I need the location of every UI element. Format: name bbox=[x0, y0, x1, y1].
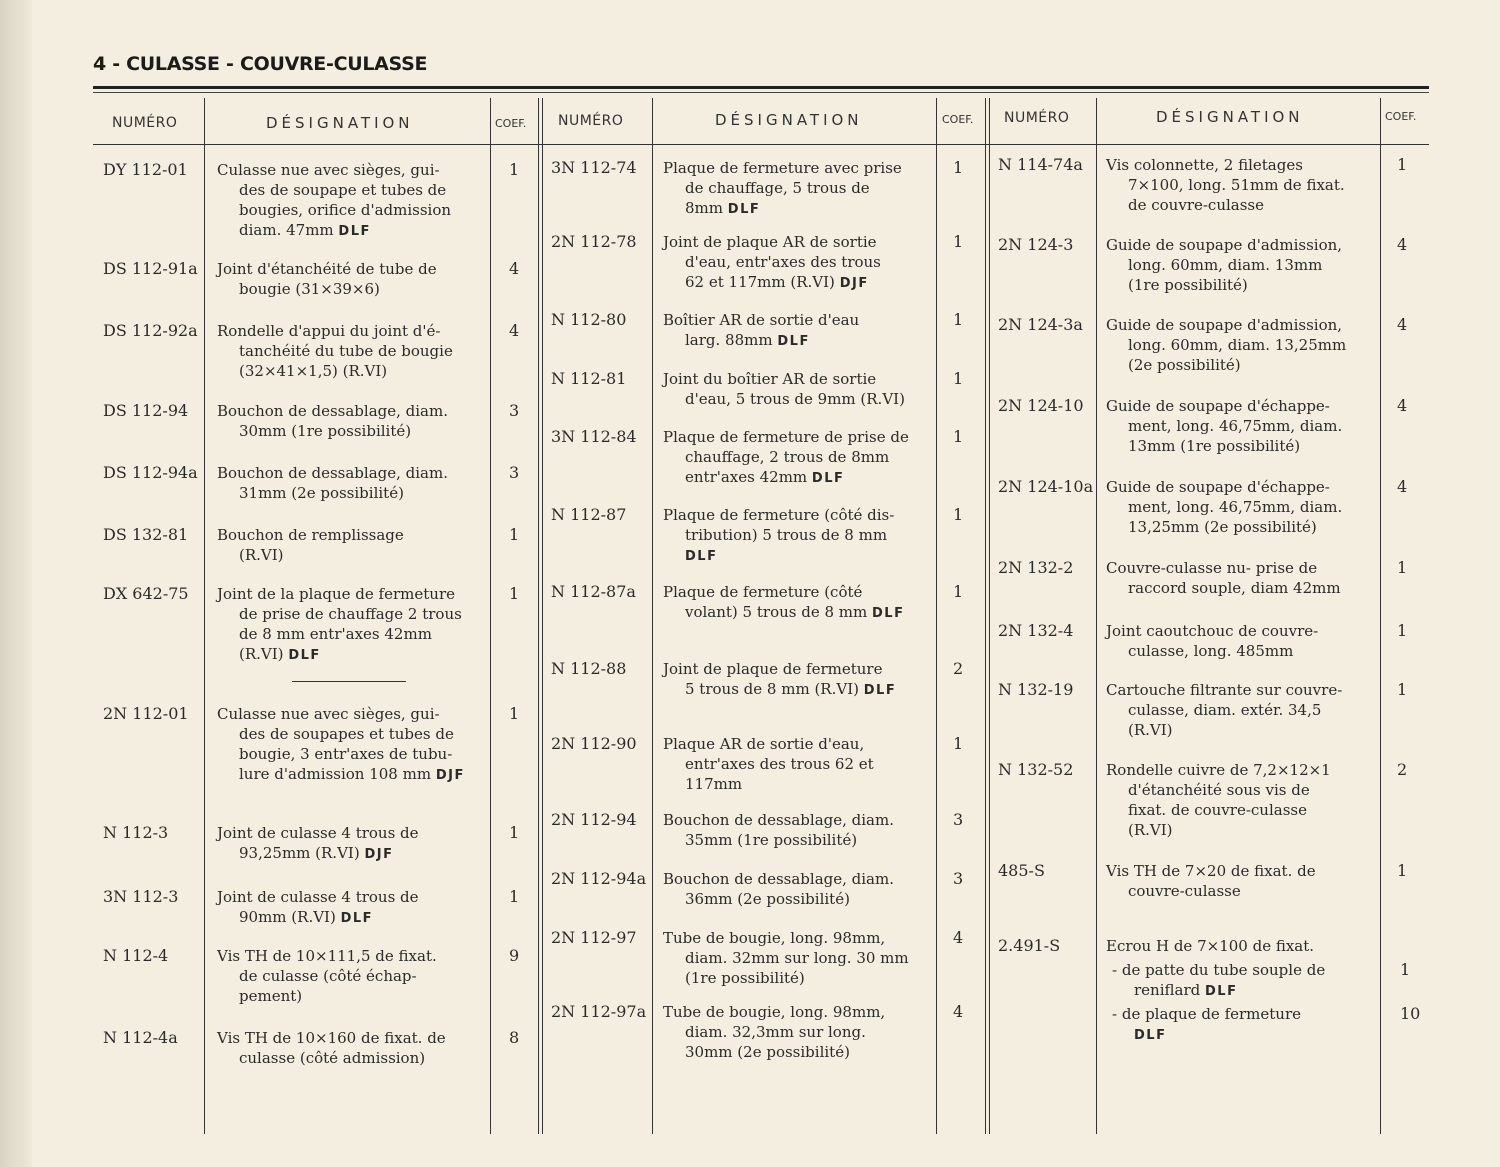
designation-line: Plaque de fermeture de prise de bbox=[663, 428, 909, 446]
supplier-code: DLF bbox=[685, 549, 718, 564]
part-coef: 1 bbox=[953, 232, 964, 251]
designation-line: Joint de culasse 4 trous de bbox=[217, 888, 419, 906]
designation-line: - de plaque de fermeture bbox=[1112, 1005, 1302, 1023]
designation-line: 117mm bbox=[685, 775, 743, 793]
part-coef: 1 bbox=[509, 584, 520, 603]
part-coef: 9 bbox=[509, 946, 520, 965]
designation-line: bougie, 3 entr'axes de tubu- bbox=[239, 745, 453, 763]
col-divider bbox=[936, 98, 937, 1134]
part-designation bbox=[1106, 396, 1342, 456]
designation-line: Vis colonnette, 2 filetages bbox=[1106, 156, 1303, 174]
designation-line: tanchéité du tube de bougie bbox=[239, 342, 453, 360]
designation-line: (R.VI) DLF bbox=[239, 645, 321, 663]
designation-line: 90mm (R.VI) DLF bbox=[239, 908, 374, 926]
designation-line: Plaque de fermeture (côté dis- bbox=[663, 506, 895, 524]
part-number: N 132-52 bbox=[998, 760, 1074, 779]
part-coef: 1 bbox=[1397, 680, 1408, 699]
part-coef: 4 bbox=[1397, 235, 1408, 254]
section-title: - CULASSE - COUVRE-CULASSE bbox=[112, 53, 428, 75]
col-divider bbox=[1380, 98, 1381, 1134]
part-coef: 1 bbox=[953, 505, 964, 524]
designation-line: Tube de bougie, long. 98mm, bbox=[663, 1003, 886, 1021]
part-coef: 1 bbox=[509, 887, 520, 906]
part-number: DS 112-94 bbox=[103, 401, 189, 420]
part-coef: 1 bbox=[509, 823, 520, 842]
part-coef: 1 bbox=[1397, 621, 1408, 640]
part-designation bbox=[217, 321, 453, 381]
designation-line: 13,25mm (2e possibilité) bbox=[1128, 518, 1317, 536]
header-numero: NUMÉRO bbox=[1004, 110, 1070, 126]
designation-line bbox=[663, 545, 894, 567]
part-designation bbox=[217, 525, 404, 565]
part-number: N 112-80 bbox=[551, 310, 627, 329]
designation-line: Plaque de fermeture avec prise bbox=[663, 159, 902, 177]
page-binding-shadow bbox=[0, 0, 32, 1167]
designation-line: Bouchon de remplissage bbox=[217, 526, 404, 544]
part-designation bbox=[663, 1002, 885, 1062]
designation-line: (1re possibilité) bbox=[1128, 276, 1248, 294]
part-number: 2N 124-10a bbox=[998, 477, 1094, 496]
designation-line: tribution) 5 trous de 8 mm bbox=[685, 526, 888, 544]
part-designation bbox=[663, 869, 894, 909]
designation-line: de 8 mm entr'axes 42mm bbox=[239, 625, 432, 643]
designation-line: entr'axes 42mm DLF bbox=[685, 468, 845, 486]
designation-line: lure d'admission 108 mm DJF bbox=[239, 765, 465, 783]
designation-line: diam. 32mm sur long. 30 mm bbox=[685, 949, 909, 967]
part-coef: 2 bbox=[1397, 760, 1408, 779]
group-divider bbox=[989, 98, 990, 1134]
designation-line bbox=[1112, 1024, 1301, 1046]
part-coef: 4 bbox=[1397, 315, 1408, 334]
part-designation bbox=[663, 505, 894, 567]
designation-line: culasse, diam. extér. 34,5 bbox=[1128, 701, 1322, 719]
designation-line: long. 60mm, diam. 13mm bbox=[1128, 256, 1323, 274]
part-coef: 3 bbox=[953, 869, 964, 888]
designation-line: 7×100, long. 51mm de fixat. bbox=[1128, 176, 1345, 194]
part-number: N 112-87 bbox=[551, 505, 627, 524]
designation-line: 31mm (2e possibilité) bbox=[239, 484, 404, 502]
designation-line: 8mm DLF bbox=[685, 199, 761, 217]
supplier-code: DLF bbox=[1205, 984, 1238, 999]
designation-line: Joint de culasse 4 trous de bbox=[217, 824, 419, 842]
part-number: N 112-4a bbox=[103, 1028, 178, 1047]
part-designation bbox=[217, 1028, 446, 1068]
designation-line: Rondelle d'appui du joint d'é- bbox=[217, 322, 441, 340]
part-designation bbox=[663, 158, 902, 220]
designation-line: Joint d'étanchéité de tube de bbox=[217, 260, 437, 278]
part-coef: 1 bbox=[509, 525, 520, 544]
designation-line: ment, long. 46,75mm, diam. bbox=[1128, 498, 1343, 516]
supplier-code: DLF bbox=[338, 224, 371, 239]
designation-line: 13mm (1re possibilité) bbox=[1128, 437, 1301, 455]
part-coef: 1 bbox=[1400, 960, 1411, 979]
part-designation bbox=[663, 310, 859, 352]
designation-line: Guide de soupape d'échappe- bbox=[1106, 478, 1330, 496]
designation-line: des de soupapes et tubes de bbox=[239, 725, 454, 743]
header-coef: COEF. bbox=[1385, 110, 1417, 123]
part-number: 485-S bbox=[998, 861, 1045, 880]
designation-line: 30mm (1re possibilité) bbox=[239, 422, 412, 440]
col-divider bbox=[204, 98, 205, 1134]
group-divider bbox=[538, 98, 539, 1134]
designation-line: entr'axes des trous 62 et bbox=[685, 755, 874, 773]
designation-line: Bouchon de dessablage, diam. bbox=[217, 402, 448, 420]
part-designation bbox=[217, 887, 419, 929]
part-number: N 112-3 bbox=[103, 823, 169, 842]
part-number: 3N 112-84 bbox=[551, 427, 637, 446]
part-number: 2N 132-2 bbox=[998, 558, 1074, 577]
designation-line: 62 et 117mm (R.VI) DJF bbox=[685, 273, 869, 291]
part-coef: 1 bbox=[1397, 861, 1408, 880]
part-designation bbox=[217, 823, 419, 865]
designation-line: Cartouche filtrante sur couvre- bbox=[1106, 681, 1343, 699]
part-coef: 4 bbox=[953, 1002, 964, 1021]
designation-line: (R.VI) bbox=[1128, 821, 1173, 839]
designation-line: Bouchon de dessablage, diam. bbox=[663, 870, 894, 888]
part-designation bbox=[1106, 558, 1341, 598]
part-designation bbox=[1106, 680, 1342, 740]
designation-line: Vis TH de 10×111,5 de fixat. bbox=[217, 947, 437, 965]
designation-line: Joint caoutchouc de couvre- bbox=[1106, 622, 1319, 640]
designation-line: Bouchon de dessablage, diam. bbox=[663, 811, 894, 829]
part-coef: 1 bbox=[953, 582, 964, 601]
part-number: DS 132-81 bbox=[103, 525, 189, 544]
designation-line: culasse, long. 485mm bbox=[1128, 642, 1294, 660]
part-coef: 4 bbox=[509, 259, 520, 278]
designation-line: (32×41×1,5) (R.VI) bbox=[239, 362, 388, 380]
group-divider bbox=[985, 98, 986, 1134]
part-coef: 1 bbox=[953, 427, 964, 446]
designation-line: (1re possibilité) bbox=[685, 969, 805, 987]
designation-line: pement) bbox=[239, 987, 303, 1005]
designation-line: Bouchon de dessablage, diam. bbox=[217, 464, 448, 482]
part-coef: 1 bbox=[953, 158, 964, 177]
part-designation bbox=[1106, 155, 1345, 215]
header-bottom-rule bbox=[93, 144, 1429, 145]
part-designation bbox=[663, 810, 894, 850]
part-number: 2N 112-78 bbox=[551, 232, 637, 251]
designation-line: larg. 88mm DLF bbox=[685, 331, 810, 349]
part-coef: 1 bbox=[1397, 155, 1408, 174]
part-number: N 132-19 bbox=[998, 680, 1074, 699]
designation-line: d'eau, 5 trous de 9mm (R.VI) bbox=[685, 390, 905, 408]
designation-line: diam. 32,3mm sur long. bbox=[685, 1023, 866, 1041]
designation-line: - de patte du tube souple de bbox=[1112, 961, 1326, 979]
part-designation bbox=[217, 584, 462, 666]
designation-line: 35mm (1re possibilité) bbox=[685, 831, 858, 849]
designation-line: (2e possibilité) bbox=[1128, 356, 1241, 374]
designation-line: Culasse nue avec sièges, gui- bbox=[217, 161, 440, 179]
designation-line: long. 60mm, diam. 13,25mm bbox=[1128, 336, 1347, 354]
designation-line: diam. 47mm DLF bbox=[239, 221, 371, 239]
designation-line: d'eau, entr'axes des trous bbox=[685, 253, 881, 271]
supplier-code: DLF bbox=[872, 606, 905, 621]
part-designation bbox=[1106, 861, 1316, 901]
header-coef: COEF. bbox=[495, 117, 527, 130]
designation-line: chauffage, 2 trous de 8mm bbox=[685, 448, 890, 466]
part-number: 2.491-S bbox=[998, 936, 1061, 955]
part-coef: 3 bbox=[509, 401, 520, 420]
part-coef: 1 bbox=[1397, 558, 1408, 577]
part-number: N 114-74a bbox=[998, 155, 1083, 174]
part-number: 2N 124-3 bbox=[998, 235, 1074, 254]
part-designation bbox=[1106, 235, 1342, 295]
part-coef: 1 bbox=[953, 310, 964, 329]
designation-line: Guide de soupape d'échappe- bbox=[1106, 397, 1330, 415]
designation-line: volant) 5 trous de 8 mm DLF bbox=[685, 603, 905, 621]
part-coef: 1 bbox=[953, 734, 964, 753]
part-designation bbox=[217, 259, 437, 299]
part-coef: 2 bbox=[953, 659, 964, 678]
designation-line: fixat. de couvre-culasse bbox=[1128, 801, 1307, 819]
header-designation: DÉSIGNATION bbox=[1156, 108, 1304, 126]
part-coef: 1 bbox=[509, 704, 520, 723]
designation-line: Guide de soupape d'admission, bbox=[1106, 316, 1343, 334]
page-number: 4 bbox=[93, 53, 106, 75]
part-number: 2N 124-10 bbox=[998, 396, 1084, 415]
designation-line: 93,25mm (R.VI) DJF bbox=[239, 844, 394, 862]
designation-line: des de soupape et tubes de bbox=[239, 181, 447, 199]
designation-line: couvre-culasse bbox=[1128, 882, 1241, 900]
designation-line: reniflard DLF bbox=[1134, 981, 1238, 999]
header-rule-thick bbox=[93, 86, 1429, 89]
designation-line: raccord souple, diam 42mm bbox=[1128, 579, 1341, 597]
supplier-code: DLF bbox=[863, 683, 897, 698]
designation-line: de prise de chauffage 2 trous bbox=[239, 605, 462, 623]
col-divider bbox=[652, 98, 653, 1134]
designation-line: Joint du boîtier AR de sortie bbox=[663, 370, 877, 388]
supplier-code: DLF bbox=[340, 911, 374, 926]
part-number: N 112-81 bbox=[551, 369, 627, 388]
part-number: N 112-88 bbox=[551, 659, 627, 678]
supplier-code: DLF bbox=[1134, 1028, 1167, 1043]
designation-line: 30mm (2e possibilité) bbox=[685, 1043, 850, 1061]
part-number: 2N 112-90 bbox=[551, 734, 637, 753]
designation-line: Guide de soupape d'admission, bbox=[1106, 236, 1343, 254]
part-number: DS 112-92a bbox=[103, 321, 198, 340]
col-divider bbox=[490, 98, 491, 1134]
header-designation: DÉSIGNATION bbox=[266, 114, 414, 132]
supplier-code: DJF bbox=[839, 276, 869, 291]
designation-line: Culasse nue avec sièges, gui- bbox=[217, 705, 440, 723]
header-coef: COEF. bbox=[942, 113, 974, 126]
designation-line: Joint de plaque AR de sortie bbox=[663, 233, 877, 251]
part-designation bbox=[663, 659, 896, 701]
section-separator bbox=[292, 681, 406, 682]
designation-line: Tube de bougie, long. 98mm, bbox=[663, 929, 886, 947]
part-designation bbox=[663, 369, 905, 409]
sub-designation bbox=[1112, 1004, 1301, 1046]
supplier-code: DJF bbox=[435, 768, 465, 783]
part-coef: 3 bbox=[953, 810, 964, 829]
part-designation bbox=[217, 401, 448, 441]
part-designation bbox=[217, 946, 437, 1006]
header-numero: NUMÉRO bbox=[112, 115, 178, 131]
supplier-code: DLF bbox=[727, 202, 761, 217]
part-coef: 3 bbox=[509, 463, 520, 482]
part-number: 2N 112-94a bbox=[551, 869, 647, 888]
designation-line: Boîtier AR de sortie d'eau bbox=[663, 311, 860, 329]
part-designation bbox=[1106, 760, 1331, 840]
part-coef: 1 bbox=[509, 160, 520, 179]
part-designation bbox=[663, 582, 904, 624]
part-coef: 4 bbox=[953, 928, 964, 947]
part-designation bbox=[217, 463, 448, 503]
part-number: DY 112-01 bbox=[103, 160, 188, 179]
col-divider bbox=[1096, 98, 1097, 1134]
part-number: 3N 112-74 bbox=[551, 158, 637, 177]
part-number: 2N 112-01 bbox=[103, 704, 189, 723]
part-designation bbox=[1106, 621, 1318, 661]
designation-line: bougies, orifice d'admission bbox=[239, 201, 452, 219]
part-coef: 4 bbox=[1397, 477, 1408, 496]
part-coef: 4 bbox=[1397, 396, 1408, 415]
supplier-code: DJF bbox=[364, 847, 394, 862]
part-designation bbox=[1106, 477, 1342, 537]
part-number: 2N 112-97 bbox=[551, 928, 637, 947]
part-number: DS 112-94a bbox=[103, 463, 198, 482]
part-designation bbox=[1106, 315, 1346, 375]
designation-line: Vis TH de 10×160 de fixat. de bbox=[217, 1029, 446, 1047]
supplier-code: DLF bbox=[811, 471, 845, 486]
designation-line: (R.VI) bbox=[239, 546, 284, 564]
designation-line: de couvre-culasse bbox=[1128, 196, 1265, 214]
designation-line: culasse (côté admission) bbox=[239, 1049, 426, 1067]
designation-line: bougie (31×39×6) bbox=[239, 280, 380, 298]
part-number: N 112-4 bbox=[103, 946, 169, 965]
group-divider bbox=[542, 98, 543, 1134]
designation-line: Plaque AR de sortie d'eau, bbox=[663, 735, 865, 753]
page-title bbox=[93, 53, 427, 75]
designation-line: Joint de la plaque de fermeture bbox=[217, 585, 455, 603]
designation-line: ment, long. 46,75mm, diam. bbox=[1128, 417, 1343, 435]
sub-designation bbox=[1112, 960, 1325, 1002]
part-number: 3N 112-3 bbox=[103, 887, 179, 906]
part-coef: 4 bbox=[509, 321, 520, 340]
designation-line: (R.VI) bbox=[1128, 721, 1173, 739]
part-designation bbox=[1106, 936, 1314, 956]
part-number: 2N 132-4 bbox=[998, 621, 1074, 640]
part-number: 2N 124-3a bbox=[998, 315, 1083, 334]
designation-line: Plaque de fermeture (côté bbox=[663, 583, 863, 601]
designation-line: 5 trous de 8 mm (R.VI) DLF bbox=[685, 680, 897, 698]
part-coef: 10 bbox=[1400, 1004, 1421, 1023]
part-number: 2N 112-97a bbox=[551, 1002, 647, 1021]
part-number: DX 642-75 bbox=[103, 584, 189, 603]
part-coef: 8 bbox=[509, 1028, 520, 1047]
part-designation bbox=[217, 704, 465, 786]
supplier-code: DLF bbox=[777, 334, 810, 349]
part-designation bbox=[217, 160, 451, 242]
part-designation bbox=[663, 427, 909, 489]
header-numero: NUMÉRO bbox=[558, 113, 624, 129]
part-coef: 1 bbox=[953, 369, 964, 388]
designation-line: d'étanchéité sous vis de bbox=[1128, 781, 1310, 799]
part-number: 2N 112-94 bbox=[551, 810, 637, 829]
designation-line: de culasse (côté échap- bbox=[239, 967, 417, 985]
part-number: DS 112-91a bbox=[103, 259, 198, 278]
designation-line: Couvre-culasse nu- prise de bbox=[1106, 559, 1318, 577]
part-designation bbox=[663, 734, 874, 794]
designation-line: Vis TH de 7×20 de fixat. de bbox=[1106, 862, 1316, 880]
header-designation: DÉSIGNATION bbox=[715, 111, 863, 129]
designation-line: Ecrou H de 7×100 de fixat. bbox=[1106, 937, 1315, 955]
designation-line: Rondelle cuivre de 7,2×12×1 bbox=[1106, 761, 1331, 779]
part-number: N 112-87a bbox=[551, 582, 636, 601]
supplier-code: DLF bbox=[288, 648, 321, 663]
designation-line: Joint de plaque de fermeture bbox=[663, 660, 883, 678]
designation-line: 36mm (2e possibilité) bbox=[685, 890, 850, 908]
part-designation bbox=[663, 232, 881, 294]
header-rule-thin bbox=[93, 92, 1429, 93]
part-designation bbox=[663, 928, 909, 988]
designation-line: de chauffage, 5 trous de bbox=[685, 179, 870, 197]
